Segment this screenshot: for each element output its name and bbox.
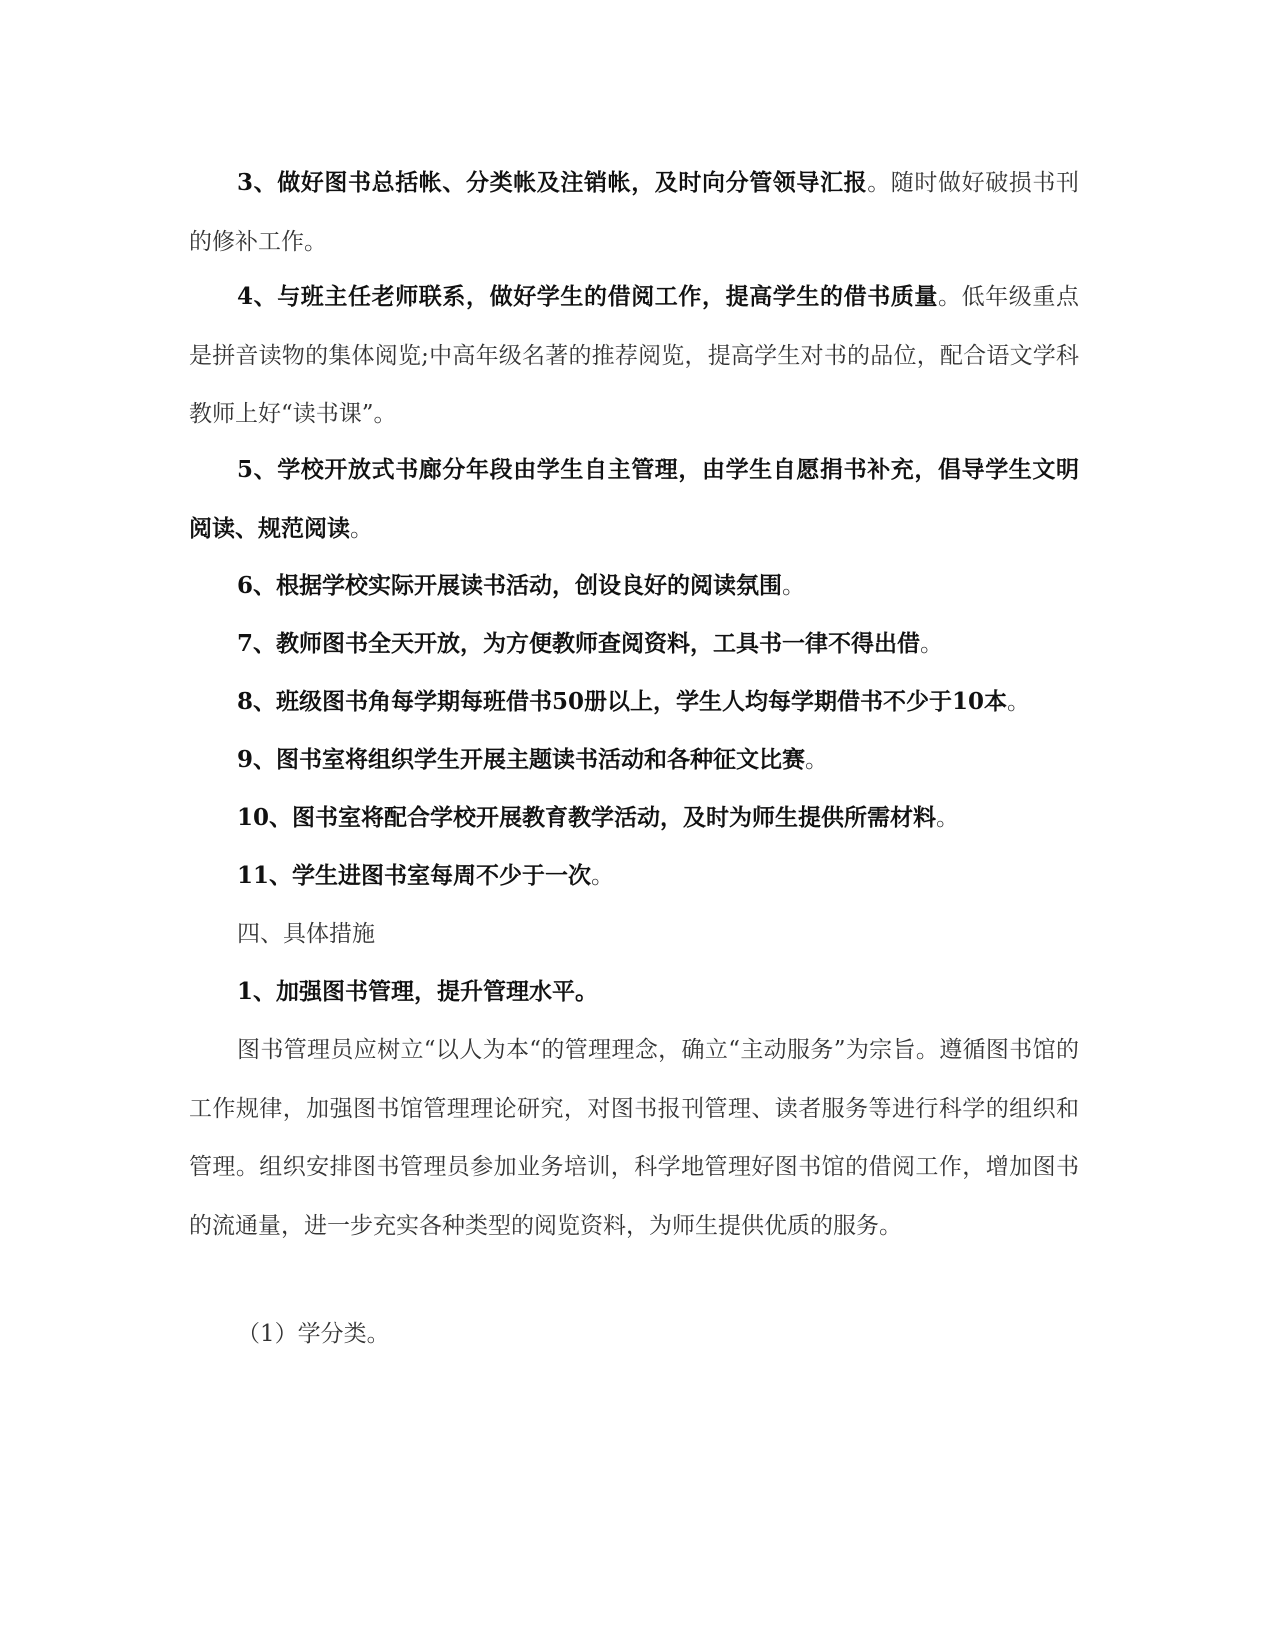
item-8-paragraph — [189, 673, 1079, 732]
item-9-paragraph — [189, 731, 1079, 790]
item-5-bold: 5、学校开放式书廊分年段由学生自主管理，由学生自愿捐书补充，倡导学生文明阅读、规范阅读 — [189, 456, 1079, 542]
item-5-normal: 。 — [350, 515, 373, 542]
item-4-paragraph — [189, 268, 1079, 444]
measure-1-heading: 1、加强图书管理，提升管理水平。 — [237, 978, 599, 1005]
sub-item-1: （1）学分类。 — [237, 1321, 390, 1347]
measure-1-body: 图书管理员应树立“以人为本“的管理理念，确立“主动服务”为宗旨。遵循图书馆的工作规律，加强图书馆管理理论研究，对图书报刊管理、读者服务等进行科学的组织和管理。组织安排图书管理员参加业务培训，科学地管理好图书馆的借阅工作，增加图书的流通量，进一步充实各种类型的阅览资料，为师生提供优质的服务。 — [189, 1037, 1079, 1239]
item-11-paragraph — [189, 847, 1079, 906]
item-8-normal: 。 — [1007, 689, 1031, 715]
item-10-paragraph — [189, 789, 1079, 848]
item-6-paragraph — [189, 557, 1079, 616]
item-10-normal: 。 — [936, 805, 960, 831]
section-heading: 四、具体措施 — [237, 921, 375, 947]
item-3-paragraph — [189, 154, 1079, 271]
item-9-normal: 。 — [805, 747, 829, 773]
item-7-paragraph — [189, 615, 1079, 674]
item-7-normal: 。 — [920, 631, 944, 657]
item-10-bold: 10、图书室将配合学校开展教育教学活动，及时为师生提供所需材料 — [237, 804, 937, 831]
item-7-bold: 7、教师图书全天开放，为方便教师查阅资料，工具书一律不得出借 — [237, 630, 921, 657]
item-11-bold: 11、学生进图书室每周不少于一次 — [237, 862, 592, 889]
item-4-normal: 。低年级重点是拼音读物的集体阅览;中高年级名著的推荐阅览，提高学生对书的品位，配合语文学科教师上好“读书课”。 — [189, 284, 1079, 427]
item-4-bold: 4、与班主任老师联系，做好学生的借阅工作，提高学生的借书质量 — [237, 283, 938, 310]
item-9-bold: 9、图书室将组织学生开展主题读书活动和各种征文比赛 — [237, 746, 806, 773]
item-8-bold: 8、班级图书角每学期每班借书50册以上，学生人均每学期借书不少于10本 — [237, 688, 1008, 715]
item-3-bold: 3、做好图书总括帐、分类帐及注销帐，及时向分管领导汇报 — [237, 169, 868, 196]
item-5-paragraph — [189, 441, 1079, 558]
item-3-normal: 。随时做好破损书刊的修补工作。 — [189, 170, 1079, 255]
item-6-normal: 。 — [782, 573, 806, 599]
item-6-bold: 6、根据学校实际开展读书活动，创设良好的阅读氛围 — [237, 572, 783, 599]
item-11-normal: 。 — [591, 863, 615, 889]
